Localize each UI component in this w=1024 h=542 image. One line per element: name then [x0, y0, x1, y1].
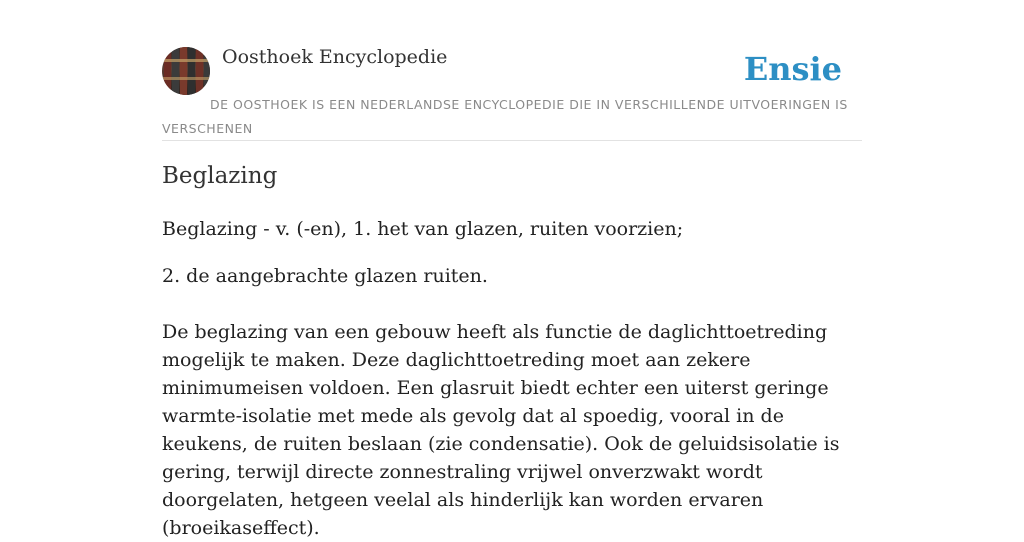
article-body: De beglazing van een gebouw heeft als functie de daglichttoetreding mogelijk te maken. Deze daglichttoetreding moet aan zekere minimumeisen voldoen. Een glasruit biedt echter een uiterst geringe warmte-isolatie met mede als gevolg dat al spoedig, vooral in de keukens, de ruiten beslaan (zie condensatie). Ook de geluidsisolatie is gering, terwijl directe zonnestraling vrijwel onverzwakt wordt doorgelaten, hetgeen veelal als hinderlijk kan worden ervaren (broeikaseffect).: [162, 321, 840, 539]
definition-line-1: Beglazing - v. (-en), 1. het van glazen, ruiten voorzien;: [162, 218, 684, 240]
page-content: [162, 0, 862, 539]
ensie-logo-link[interactable]: Ensie: [743, 50, 842, 88]
encyclopedia-books-icon[interactable]: [162, 47, 210, 95]
article-title: Beglazing: [162, 163, 278, 189]
definition-line-2: 2. de aangebrachte glazen ruiten.: [162, 265, 488, 287]
source-tagline: DE OOSTHOEK IS EEN NEDERLANDSE ENCYCLOPEDIE DIE IN VERSCHILLENDE UITVOERINGEN IS VERSCHENEN: [162, 97, 848, 136]
source-header: [162, 0, 862, 141]
source-name-link[interactable]: Oosthoek Encyclopedie: [222, 46, 448, 68]
